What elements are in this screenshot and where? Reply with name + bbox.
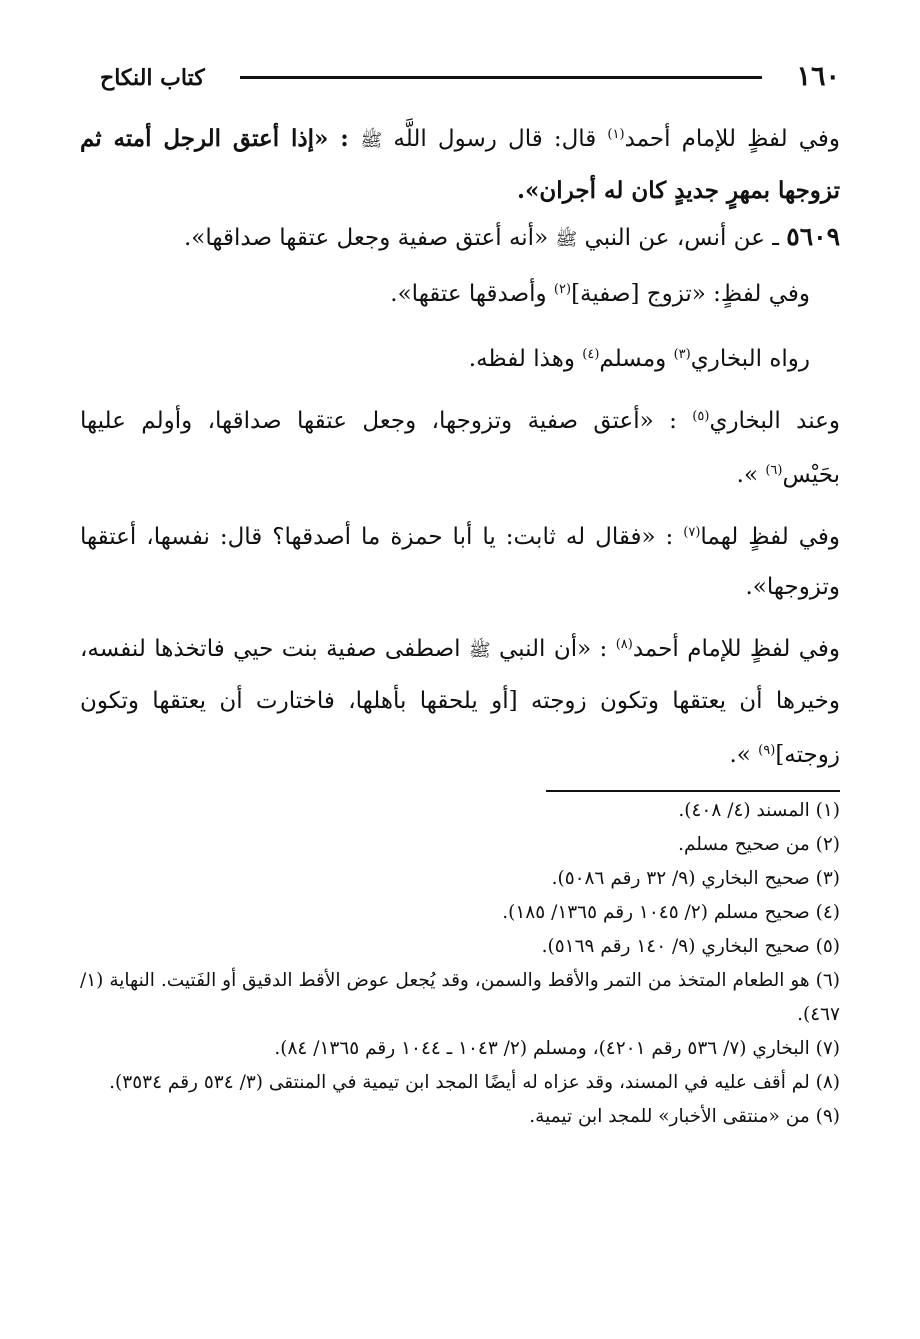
page-number: ١٦٠ (796, 61, 840, 92)
paragraph-bukhari (80, 392, 840, 500)
footnote-6: (٦) هو الطعام المتخذ من التمر والأقط والسمن، وقد يُجعل عوض الأقط الدقيق أو الفَتيت. النهاية (١/ ٤٦٧). (80, 970, 840, 1025)
text: وفي لفظٍ للإمام أحمد (632, 636, 841, 662)
quote-text: : «إذا أعتق الرجل أمته ثم تزوجها بمهرٍ جديدٍ كان له أجران». (80, 125, 840, 204)
footnote-5: (٥) صحيح البخاري (٩/ ١٤٠ رقم ٥١٦٩). (541, 936, 840, 957)
paragraph-lafz (80, 265, 810, 319)
text: ـ عن أنس، عن النبي (577, 225, 787, 251)
footnote-ref: (٥) (692, 409, 710, 424)
footnote-ref: (٧) (683, 525, 701, 540)
text: وعند البخاري (709, 408, 840, 434)
footnote-ref: (٨) (615, 637, 633, 652)
text: : «أن النبي (490, 636, 616, 662)
text: وفي لفظٍ لهما (700, 524, 840, 550)
salawat-glyph: ﷺ (468, 640, 491, 661)
salawat-glyph: ﷺ (555, 229, 578, 250)
footnote-3: (٣) صحيح البخاري (٩/ ٣٢ رقم ٥٠٨٦). (551, 868, 840, 889)
footnote-8: (٨) لم أقف عليه في المسند، وقد عزاه له أيضًا المجد ابن تيمية في المنتقى (٣/ ٥٣٤ رقم ٣٥٣٤). (109, 1072, 840, 1093)
footnote-ref: (٣) (673, 347, 691, 362)
footnote-1: (١) المسند (٤/ ٤٠٨). (678, 800, 840, 821)
page-header (100, 62, 840, 102)
hadith-number: ٥٦٠٩ (786, 222, 840, 251)
footnote-9: (٩) من «منتقى الأخبار» للمجد ابن تيمية. (529, 1106, 840, 1127)
text: رواه البخاري (690, 346, 810, 372)
text: ». (729, 742, 759, 768)
paragraph-ahmad-version (80, 110, 840, 216)
text: اصطفى صفية بنت حيي فاتخذها لنفسه، وخيرها أن يعتقها وتكون زوجته [أو يلحقها بأهلها، فاختارت أن يعتقها وتكون زوجته] (80, 636, 840, 768)
footnote-4: (٤) صحيح مسلم (٢/ ١٠٤٥ رقم ١٣٦٥/ ١٨٥). (502, 902, 840, 923)
text: ومسلم (599, 346, 674, 372)
text: وأصدقها عتقها». (390, 281, 554, 307)
text: وهذا لفظه. (468, 346, 583, 372)
text: : «فقال له ثابت: يا أبا حمزة ما أصدقها؟ قال: نفسها، أعتقها وتزوجها». (80, 524, 840, 600)
text: وفي لفظٍ: «تزوج [صفية] (571, 281, 810, 307)
book-title: كتاب النكاح (100, 65, 205, 91)
footnote-ref: (٢) (553, 282, 572, 297)
footnotes (80, 794, 840, 1134)
footnote-ref: (٩) (758, 743, 776, 758)
footnote-7: (٧) البخاري (٧/ ٥٣٦ رقم ٤٢٠١)، ومسلم (٢/ ١٠٤٣ ـ ١٠٤٤ رقم ١٣٦٥/ ٨٤). (274, 1038, 840, 1059)
footnote-ref: (٦) (765, 463, 783, 478)
paragraph-ahmad-safiyya (80, 620, 840, 780)
text: قال: قال رسول اللَّه (382, 126, 608, 152)
footnote-ref: (١) (607, 127, 625, 142)
text: ». (736, 462, 766, 488)
paragraph-lahuma (80, 508, 840, 612)
paragraph-sources (80, 330, 810, 384)
text: : «أعتق صفية وتزوجها، وجعل عتقها صداقها، وأولم عليها بحَيْس (80, 408, 840, 488)
text: وفي لفظٍ للإمام أحمد (624, 126, 840, 152)
footnote-separator (546, 790, 840, 792)
footnote-ref: (٤) (582, 347, 600, 362)
header-rule (240, 76, 762, 79)
salawat-glyph: ﷺ (360, 130, 383, 151)
footnote-2: (٢) من صحيح مسلم. (678, 834, 840, 855)
text: «أنه أعتق صفية وجعل عتقها صداقها». (184, 225, 556, 251)
hadith-5609 (80, 212, 840, 265)
